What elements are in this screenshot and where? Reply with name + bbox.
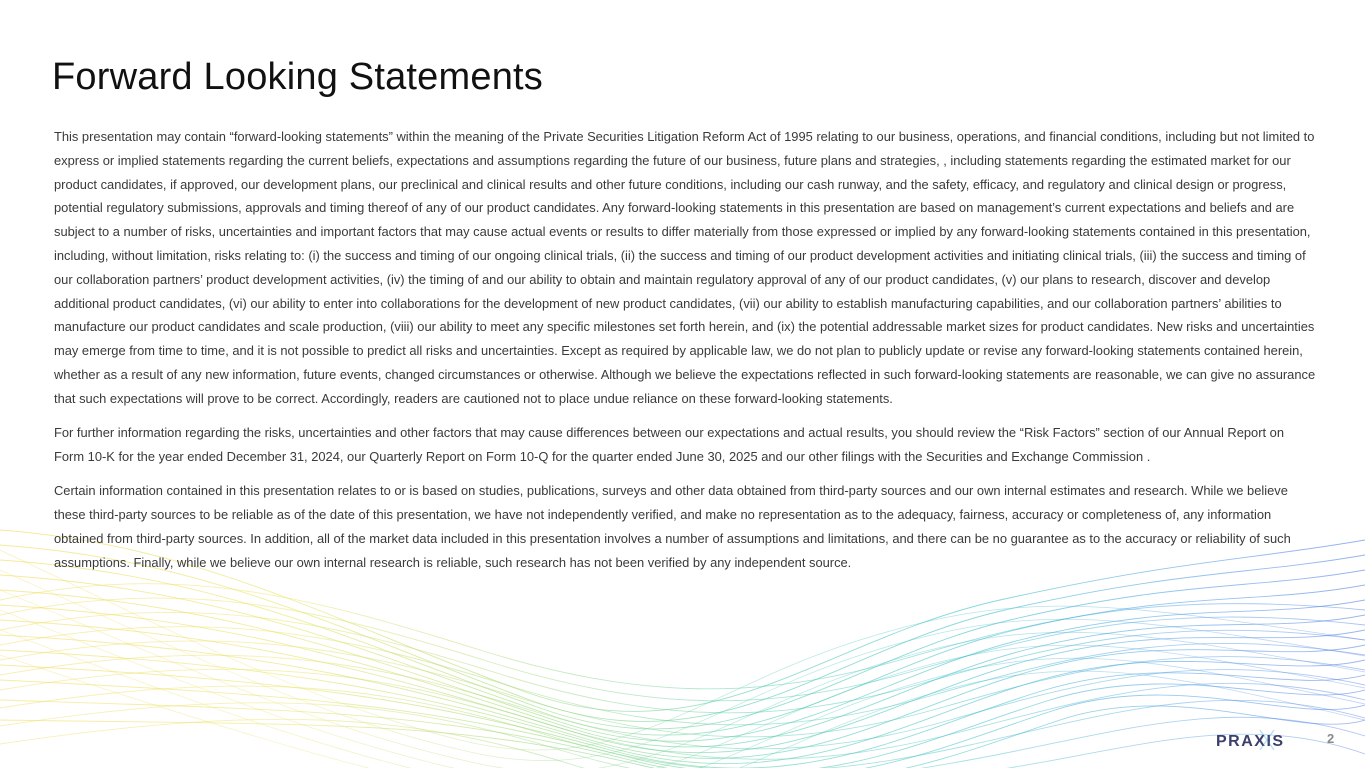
page-number: 2 [1327,731,1335,746]
slide-title: Forward Looking Statements [52,56,543,98]
body-text [54,125,1316,585]
paragraph-third-party-data: Certain information contained in this presentation relates to or is based on studies, publications, surveys and other data obtained from third-party sources and our own internal estimates and research. While we believe these third-party sources to be reliable as of the date of this presentation, we have not independently verified, and make no representation as to the adequacy, fairness, accuracy or completeness of, any information obtained from third-party sources. In addition, all of the market data included in this presentation involves a number of assumptions and limitations, and there can be no guarantee as to the accuracy or reliability of such assumptions. Finally, while we believe our own internal research is reliable, such research has not been verified by any independent source. [54,483,1291,570]
praxis-logo [1216,729,1300,751]
praxis-logo-wordmark: PRAXIS [1216,733,1285,750]
paragraph-further-information: For further information regarding the risks, uncertainties and other factors that may cause differences between our expectations and actual results, you should review the “Risk Factors” section of our Annual Report on Form 10-K for the year ended December 31, 2024, our Quarterly Report on Form 10-Q for the quarter ended June 30, 2025 and our other filings with the Securities and Exchange Commission . [54,425,1285,464]
paragraph-forward-looking: This presentation may contain “forward-looking statements” within the meaning of the Private Securities Litigation Reform Act of 1995 relating to our business, operations, and financial conditions, including but not limited to express or implied statements regarding the current beliefs, expectations and assumptions regarding the future of our business, future plans and strategies, , including statements regarding the estimated market for our product candidates, if approved, our development plans, our preclinical and clinical results and other future conditions, including our cash runway, and the safety, efficacy, and regulatory and clinical design or progress, potential regulatory submissions, approvals and timing thereof of any of our product candidates. Any forward-looking statements in this presentation are based on management’s current expectations and beliefs and are subject to a number of risks, uncertainties and important factors that may cause actual events or results to differ materially from those expressed or implied by any forward-looking statements contained in this presentation, including, without limitation, risks relating to: (i) the success and timing of our ongoing clinical trials, (ii) the success and timing of our product development activities and initiating clinical trials, (iii) the success and timing of our collaboration partners’ product development activities, (iv) the timing of and our ability to obtain and maintain regulatory approval of any of our product candidates, (v) our plans to research, discover and develop additional product candidates, (vi) our ability to enter into collaborations for the development of new product candidates, (vii) our ability to establish manufacturing capabilities, and our collaboration partners’ abilities to manufacture our product candidates and scale production, (viii) our ability to meet any specific milestones set forth herein, and (ix) the potential addressable market sizes for product candidates. New risks and uncertainties may emerge from time to time, and it is not possible to predict all risks and uncertainties. Except as required by applicable law, we do not plan to publicly update or revise any forward-looking statements contained herein, whether as a result of any new information, future events, changed circumstances or otherwise. Although we believe the expectations reflected in such forward-looking statements are reasonable, we can give no assurance that such expectations will prove to be correct. Accordingly, readers are cautioned not to place undue reliance on these forward-looking statements. [54,129,1316,406]
